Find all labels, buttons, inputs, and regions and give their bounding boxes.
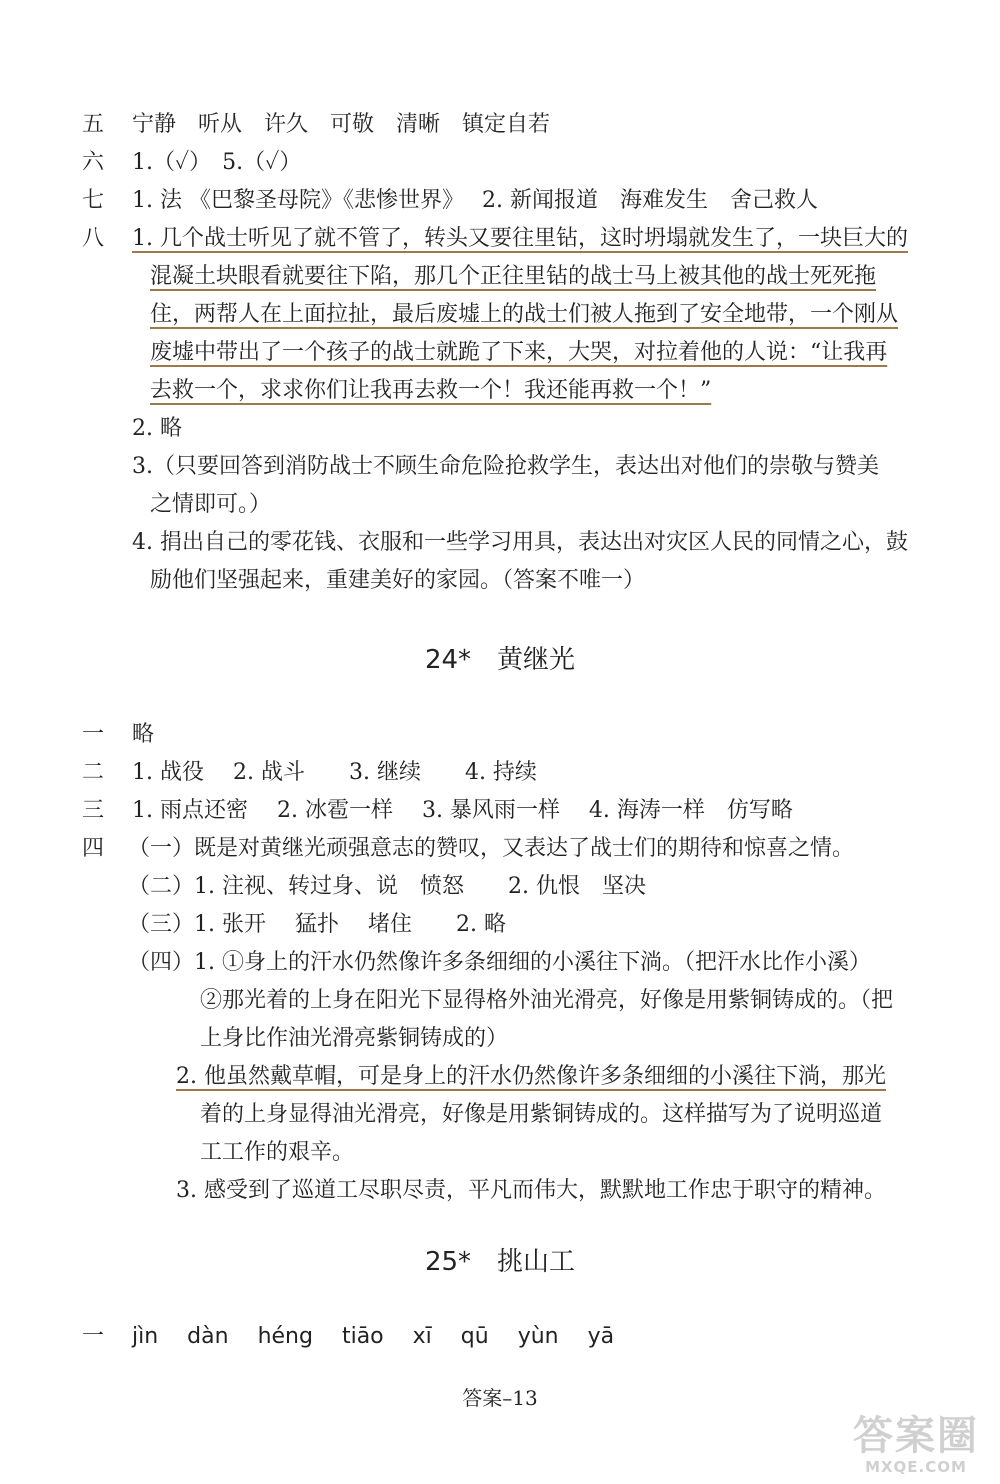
section-8-answer-3-line-2: 之情即可。） bbox=[150, 492, 272, 517]
pinyin-4: tiāo bbox=[341, 1324, 384, 1349]
l24-section-number-1: 一 bbox=[82, 722, 105, 747]
pinyin-3: héng bbox=[257, 1324, 313, 1349]
l24-section-4-part-3: （三）1. 张开 猛扑 堵住 2. 略 bbox=[128, 912, 506, 937]
l24-section-4-part-4-item-2-line-2: 着的上身显得油光滑亮，好像是用紫铜铸成的。这样描写为了说明巡道 bbox=[200, 1102, 883, 1127]
section-8-answer-1-line-5: 去救一个，求求你们让我再去救一个！我还能再救一个！” bbox=[150, 378, 712, 403]
l24-section-number-3: 三 bbox=[82, 798, 105, 823]
l24-section-4-part-4-item-2-line-1: 2. 他虽然戴草帽，可是身上的汗水仍然像许多条细细的小溪往下淌，那光 bbox=[176, 1064, 886, 1089]
watermark-url: MXQE.COM bbox=[865, 1458, 967, 1476]
l24-section-4-part-4-item-3: 3. 感受到了巡道工尽职尽责，平凡而伟大，默默地工作忠于职守的精神。 bbox=[176, 1178, 886, 1203]
section-7-answer: 1. 法 《巴黎圣母院》《悲惨世界》 2. 新闻报道 海难发生 舍己救人 bbox=[132, 188, 818, 213]
section-6-answer: 1.（✓） 5.（✓） bbox=[132, 150, 302, 175]
watermark-text: 答案圈 bbox=[853, 1413, 979, 1459]
l24-section-4-part-4-line-3: 上身比作油光滑亮紫铜铸成的） bbox=[200, 1026, 509, 1051]
l24-section-4-part-2: （二）1. 注视、转过身、说 愤怒 2. 仇恨 坚决 bbox=[128, 874, 646, 899]
section-number-8: 八 bbox=[82, 226, 105, 251]
section-8-answer-2: 2. 略 bbox=[132, 416, 182, 441]
l24-section-1-answer: 略 bbox=[132, 722, 155, 747]
section-8-answer-1-line-4: 废墟中带出了一个孩子的战士就跪了下来，大哭，对拉着他的人说：“让我再 bbox=[150, 340, 888, 365]
section-8-answer-4-line-1: 4. 捐出自己的零花钱、衣服和一些学习用具，表达出对灾区人民的同情之心，鼓 bbox=[132, 530, 908, 555]
lesson-25-title: 25* 挑山工 bbox=[424, 1247, 576, 1277]
pinyin-6: qū bbox=[460, 1324, 489, 1349]
lesson-24-title: 24* 黄继光 bbox=[424, 645, 576, 675]
l24-section-number-2: 二 bbox=[82, 760, 105, 785]
l24-section-number-4: 四 bbox=[82, 836, 105, 861]
page-footer: 答案–13 bbox=[462, 1386, 538, 1410]
section-8-answer-1-line-2: 混凝土块眼看就要往下陷，那几个正往里钻的战士马上被其他的战士死死拖 bbox=[150, 264, 877, 289]
section-number-7: 七 bbox=[82, 188, 105, 213]
l24-section-3-answer: 1. 雨点还密 2. 冰雹一样 3. 暴风雨一样 4. 海涛一样 仿写略 bbox=[132, 798, 793, 823]
l24-section-4-part-4-line-2: ②那光着的上身在阳光下显得格外油光滑亮，好像是用紫铜铸成的。（把 bbox=[200, 988, 894, 1013]
pinyin-1: jìn bbox=[132, 1324, 159, 1349]
l25-section-number-1: 一 bbox=[82, 1324, 105, 1349]
section-5-answer: 宁静 听从 许久 可敬 清晰 镇定自若 bbox=[132, 112, 551, 137]
l24-section-4-part-1: （一）既是对黄继光顽强意志的赞叹，又表达了战士们的期待和惊喜之情。 bbox=[128, 836, 855, 861]
l25-pinyin-row bbox=[132, 1322, 636, 1352]
l24-section-2-answer: 1. 战役 2. 战斗 3. 继续 4. 持续 bbox=[132, 760, 537, 785]
section-8-answer-4-line-2: 励他们坚强起来，重建美好的家园。（答案不唯一） bbox=[150, 568, 646, 593]
section-number-5: 五 bbox=[82, 112, 105, 137]
watermark-logo bbox=[846, 1414, 986, 1476]
pinyin-5: xī bbox=[412, 1324, 432, 1349]
pinyin-8: yā bbox=[587, 1324, 615, 1349]
section-8-answer-1-line-1: 1. 几个战士听见了就不管了，转头又要往里钻，这时坍塌就发生了，一块巨大的 bbox=[132, 226, 908, 251]
l24-section-4-part-4-item-2-line-3: 工工作的艰辛。 bbox=[200, 1140, 355, 1165]
pinyin-2: dàn bbox=[187, 1324, 229, 1349]
section-8-answer-3-line-1: 3.（只要回答到消防战士不顾生命危险抢救学生，表达出对他们的崇敬与赞美 bbox=[132, 454, 879, 479]
section-8-answer-1-line-3: 住，两帮人在上面拉扯，最后废墟上的战士们被人拖到了安全地带，一个刚从 bbox=[150, 302, 899, 327]
l24-section-4-part-4-line-1: （四）1. ①身上的汗水仍然像许多条细细的小溪往下淌。（把汗水比作小溪） bbox=[128, 950, 871, 975]
pinyin-7: yùn bbox=[517, 1324, 559, 1349]
section-number-6: 六 bbox=[82, 150, 105, 175]
